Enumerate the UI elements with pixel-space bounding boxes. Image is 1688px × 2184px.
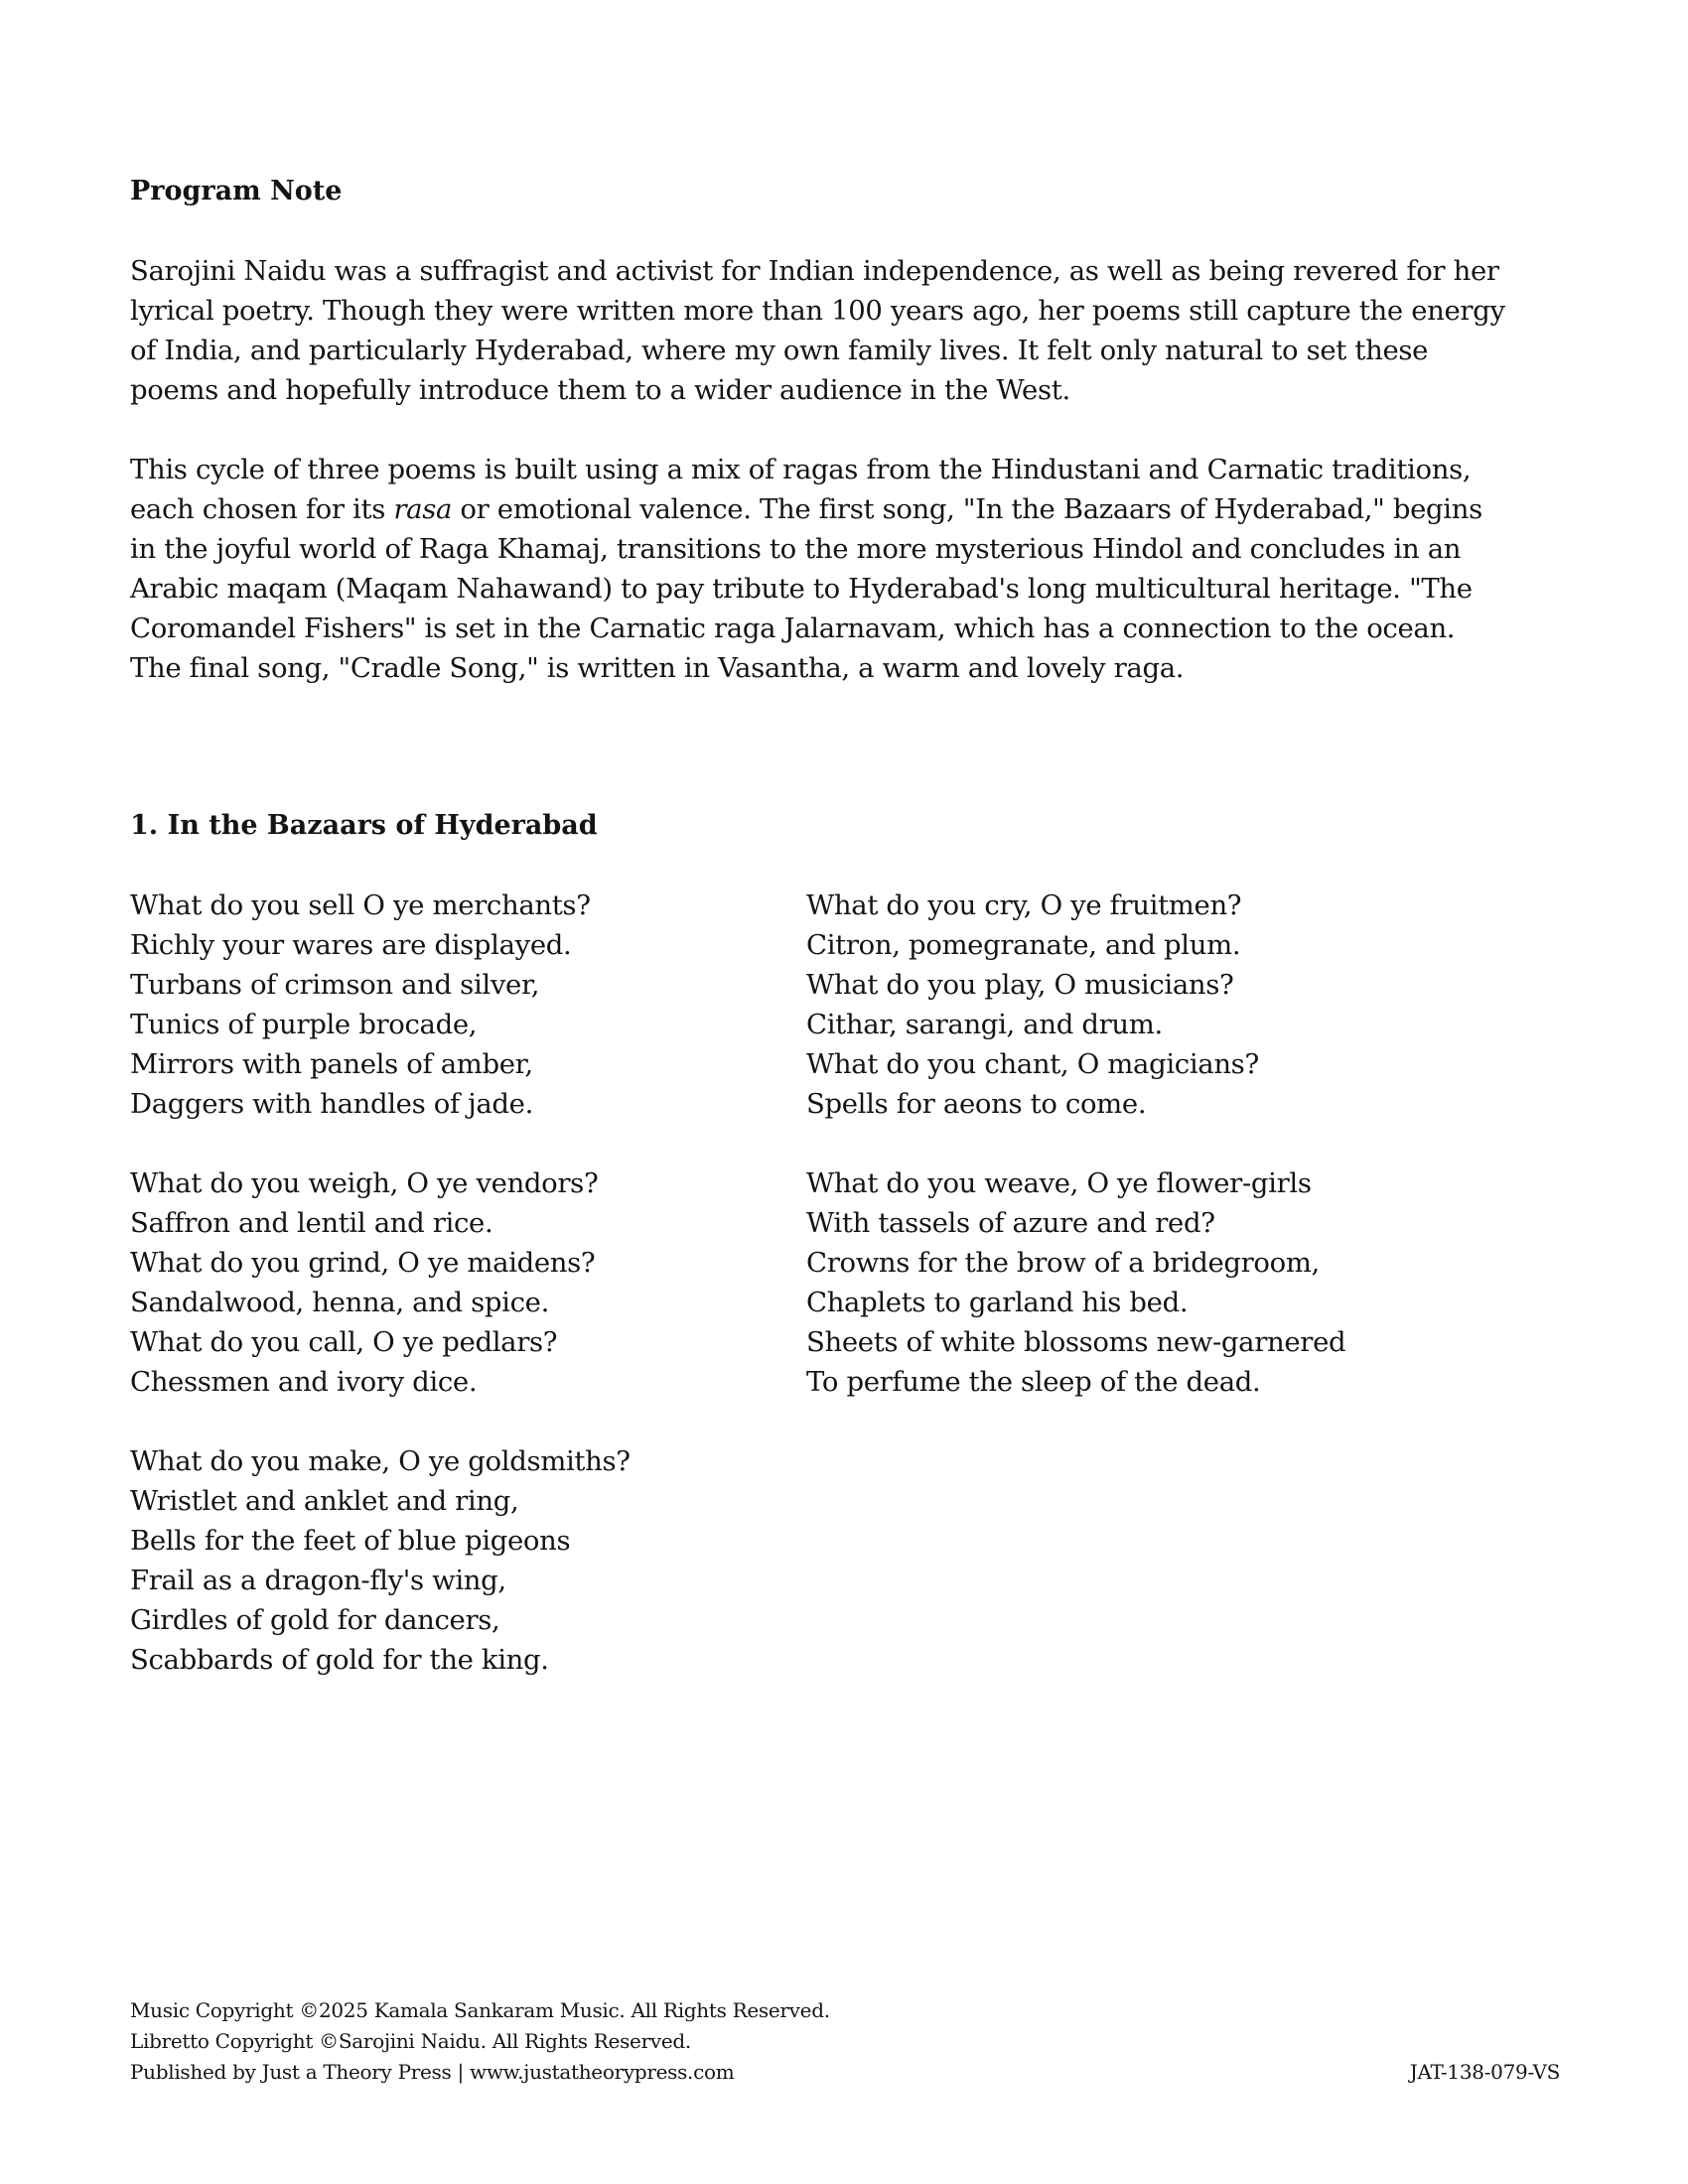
program-note-paragraph-2 [130, 450, 1560, 688]
paragraph-line: lyrical poetry. Though they were written more than 100 years ago, her poems still capture the energy [130, 295, 1505, 327]
paragraph-line: Arabic maqam (Maqam Nahawand) to pay tribute to Hyderabad's long multicultural heritage. "The [130, 573, 1473, 605]
paragraph-line: Sarojini Naidu was a suffragist and activist for Indian independence, as well as being revered for her [130, 255, 1499, 287]
paragraph-line [130, 489, 1560, 529]
poem-line: What do you sell O ye merchants? [130, 889, 591, 921]
poem-line: What do you weigh, O ye vendors? [130, 1167, 599, 1199]
stanza [806, 886, 1541, 1124]
poem-line: What do you cry, O ye fruitmen? [806, 889, 1242, 921]
poem-line: Turbans of crimson and silver, [130, 969, 540, 1001]
music-copyright: Music Copyright ©2025 Kamala Sankaram Music. All Rights Reserved. [130, 1998, 830, 2022]
paragraph-line: in the joyful world of Raga Khamaj, transitions to the more mysterious Hindol and concludes in an [130, 533, 1462, 565]
stanza [130, 1441, 785, 1680]
poem-line: What do you call, O ye pedlars? [130, 1326, 558, 1358]
poem-line: Mirrors with panels of amber, [130, 1048, 533, 1080]
poem-line: Citron, pomegranate, and plum. [806, 929, 1241, 961]
poem-line: What do you grind, O ye maidens? [130, 1247, 596, 1279]
poem-title: 1. In the Bazaars of Hyderabad [130, 810, 598, 841]
poem-line: Crowns for the brow of a bridegroom, [806, 1247, 1320, 1279]
paragraph-text: each chosen for its [130, 493, 394, 525]
publisher-line: Published by Just a Theory Press | www.justatheorypress.com [130, 2060, 735, 2084]
poem-line: With tassels of azure and red? [806, 1207, 1215, 1239]
paragraph-line: of India, and particularly Hyderabad, where my own family lives. It felt only natural to set these [130, 335, 1429, 366]
poem-line: Spells for aeons to come. [806, 1088, 1147, 1120]
poem-line: Sheets of white blossoms new-garnered [806, 1326, 1346, 1358]
paragraph-line: Coromandel Fishers" is set in the Carnatic raga Jalarnavam, which has a connection to the ocean. [130, 613, 1456, 644]
poem-line: Saffron and lentil and rice. [130, 1207, 493, 1239]
poem-line: Daggers with handles of jade. [130, 1088, 533, 1120]
poem-line: Sandalwood, henna, and spice. [130, 1287, 549, 1318]
poem-line: What do you chant, O magicians? [806, 1048, 1259, 1080]
libretto-copyright: Libretto Copyright ©Sarojini Naidu. All Rights Reserved. [130, 2029, 691, 2053]
poem-line: Bells for the feet of blue pigeons [130, 1525, 571, 1557]
stanza [130, 886, 785, 1124]
poem-left-column [130, 886, 785, 1719]
poem-line: Cithar, sarangi, and drum. [806, 1009, 1163, 1040]
poem-line: What do you weave, O ye flower-girls [806, 1167, 1312, 1199]
poem-line: Chessmen and ivory dice. [130, 1366, 478, 1398]
poem-right-column [806, 886, 1541, 1441]
program-note-heading: Program Note [130, 176, 343, 206]
poem-line: Scabbards of gold for the king. [130, 1644, 549, 1676]
catalog-number: JAT-138-079-VS [1409, 2060, 1560, 2084]
paragraph-line: The final song, "Cradle Song," is written in Vasantha, a warm and lovely raga. [130, 652, 1185, 684]
poem-line: What do you make, O ye goldsmiths? [130, 1445, 631, 1477]
poem-line: Richly your wares are displayed. [130, 929, 572, 961]
paragraph-text: or emotional valence. The first song, "In the Bazaars of Hyderabad," begins [452, 493, 1482, 525]
poem-line: Frail as a dragon-fly's wing, [130, 1565, 506, 1596]
paragraph-line: This cycle of three poems is built using a mix of ragas from the Hindustani and Carnatic traditions, [130, 454, 1472, 485]
poem-line: Tunics of purple brocade, [130, 1009, 478, 1040]
poem-line: Chaplets to garland his bed. [806, 1287, 1189, 1318]
stanza [130, 1163, 785, 1402]
rasa-term: rasa [393, 493, 453, 525]
paragraph-line: poems and hopefully introduce them to a wider audience in the West. [130, 374, 1070, 406]
poem-line: What do you play, O musicians? [806, 969, 1234, 1001]
program-note-paragraph-1 [130, 251, 1560, 410]
poem-line: To perfume the sleep of the dead. [806, 1366, 1261, 1398]
poem-line: Girdles of gold for dancers, [130, 1604, 500, 1636]
poem-line: Wristlet and anklet and ring, [130, 1485, 519, 1517]
stanza [806, 1163, 1541, 1402]
page-footer [130, 1995, 1560, 2088]
